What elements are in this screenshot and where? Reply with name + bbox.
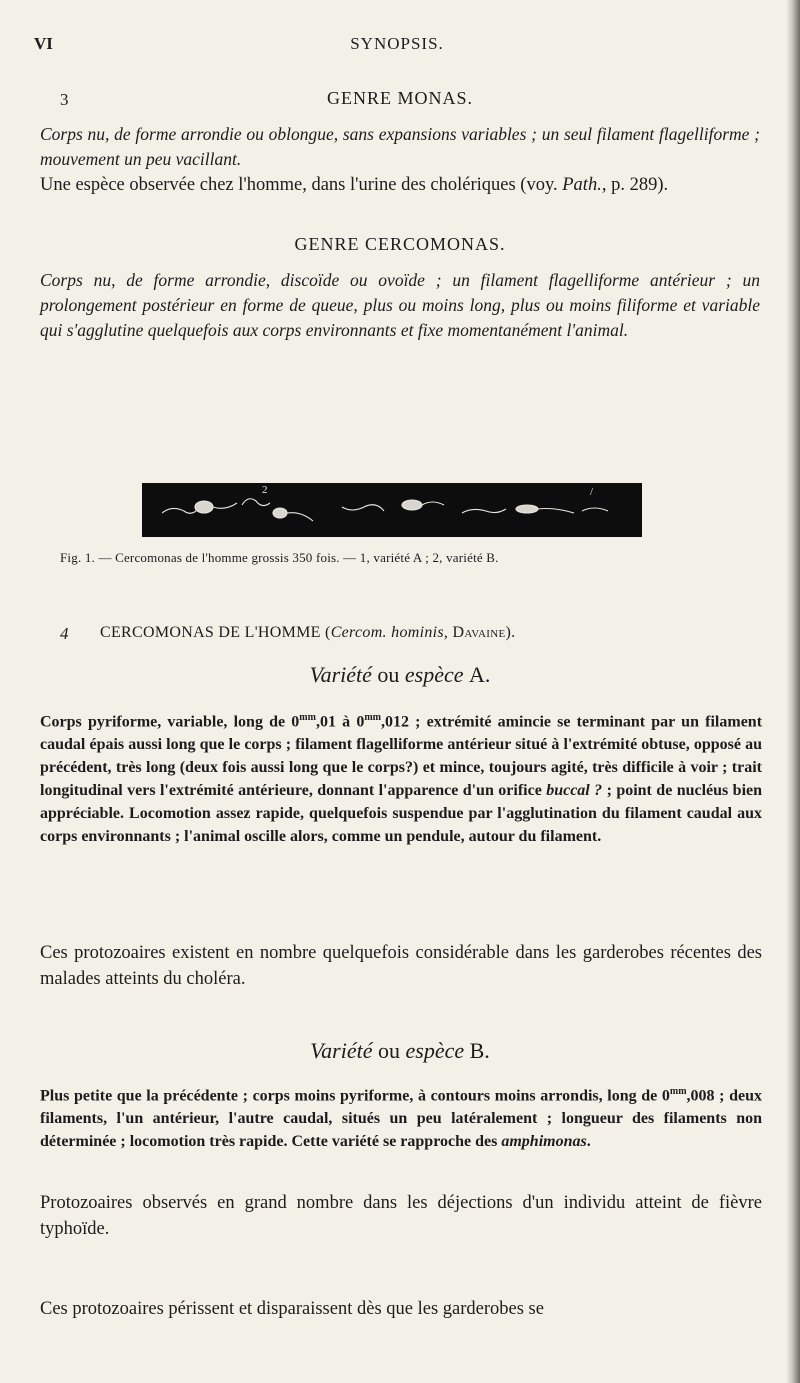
genre-monas-title: GENRE MONAS.	[326, 88, 473, 108]
species-title-author: Davaine	[452, 624, 506, 641]
organism-2-body	[195, 501, 213, 513]
variety-b-mid: ou	[372, 1038, 406, 1063]
variety-b-letter: B.	[469, 1038, 490, 1063]
variety-a-word: Variété	[309, 662, 372, 687]
monas-note-ref: Path.	[562, 175, 602, 195]
monas-diagnosis: Corps nu, de forme arrondie ou oblongue, sans expansions variables ; un seul filament flagelliforme ; mouvement un peu vacillant.	[40, 124, 760, 169]
variety-b-unit-1: mm	[669, 1086, 687, 1097]
species-title	[100, 624, 515, 642]
figure-label-2: 2	[262, 484, 268, 496]
variety-a-unit-1: mm	[299, 712, 316, 723]
species-title-main: CERCOMONAS DE L'HOMME (	[100, 624, 331, 641]
variety-b-text-2: ,008 ; deux filaments, l'un antérieur, l'autre caudal, situés un peu latéralement ; longueur des filaments non déterminée ; locomotion très rapide. Cette variété se rapproche des	[40, 1087, 762, 1151]
variety-b-word: Variété	[310, 1038, 373, 1063]
variety-a-text-4: ; point de nucléus bien appréciable. Locomotion assez rapide, quelquefois suspendue par l'agglutination du filament caudal aux corps environnants ; l'animal oscille alors, comme un pendule, autour du filament.	[40, 782, 763, 846]
variety-b-habitat: Protozoaires observés en grand nombre dans les déjections d'un individu atteint de fièvre typhoïde.	[40, 1193, 762, 1239]
variety-a-description	[40, 706, 762, 848]
variety-a-heading	[0, 662, 800, 688]
page-header	[34, 34, 760, 54]
variety-b-word2: espèce	[405, 1038, 465, 1063]
variety-b-description	[40, 1080, 762, 1153]
organism-6-body	[402, 500, 422, 510]
variety-a-text-1: Corps pyriforme, variable, long de 0	[40, 713, 300, 731]
figure-label-1: /	[590, 486, 594, 498]
variety-a-unit-2: mm	[364, 712, 381, 723]
species-title-end: ).	[505, 624, 516, 641]
variety-a-letter: A.	[469, 662, 491, 687]
organism-8-body	[516, 505, 538, 513]
variety-b-heading	[0, 1038, 800, 1064]
section-number: 3	[60, 90, 69, 109]
variety-b-closing: Ces protozoaires périssent et disparaissent dès que les garderobes se	[40, 1299, 544, 1319]
page-edge-shadow	[786, 0, 800, 1383]
page-number: VI	[34, 34, 53, 53]
genre-cercomonas-title: GENRE CERCOMONAS.	[294, 234, 506, 254]
variety-a-mid: ou	[371, 662, 405, 687]
monas-note	[40, 172, 762, 198]
variety-a-text-2: ,01 à 0	[315, 713, 365, 731]
species-title-latin: Cercom. hominis	[330, 624, 444, 641]
species-title-sep: ,	[443, 624, 453, 641]
variety-b-text-3: .	[586, 1133, 591, 1151]
variety-b-text-1: Plus petite que la précédente ; corps moins pyriforme, à contours moins arrondis, long de 0	[40, 1087, 670, 1105]
figure-caption: Fig. 1. — Cercomonas de l'homme grossis 350 fois. — 1, variété A ; 2, variété B.	[60, 550, 499, 565]
monas-note-ref-rest: , p. 289).	[601, 175, 669, 195]
variety-a-text-3: ,012 ; extrémité amincie se terminant par un filament caudal épais aussi long que le corps ; filament flagelliforme antérieur situé à l'extrémité obtuse, opposé au précédent, très long (deux fois aussi long que le corps?) et mince, toujours agité, très difficile à voir ; trait longitudinal vers l'extrémité antérieure, donnant l'apparence d'un orifice	[40, 713, 763, 800]
cercomonas-diagnosis: Corps nu, de forme arrondie, discoïde ou ovoïde ; un filament flagelliforme antérieur ; un prolongement postérieur en forme de queue, plus ou moins long, plus ou moins filiforme et variable qui s'agglutine quelquefois aux corps environnants et fixe momentanément l'animal.	[40, 270, 760, 340]
organism-4-body	[273, 508, 287, 518]
species-number: 4	[60, 624, 69, 643]
variety-a-word2: espèce	[404, 662, 464, 687]
monas-note-text: Une espèce observée chez l'homme, dans l'urine des cholériques (voy.	[40, 175, 558, 195]
running-head: SYNOPSIS.	[350, 34, 444, 53]
variety-a-habitat: Ces protozoaires existent en nombre quelquefois considérable dans les garderobes récentes des malades atteints du choléra.	[40, 943, 762, 989]
variety-a-buccal: buccal ?	[546, 782, 603, 800]
variety-b-amphimonas: amphimonas	[501, 1133, 587, 1151]
figure-background	[142, 483, 642, 537]
cercomonas-figure	[142, 483, 642, 537]
